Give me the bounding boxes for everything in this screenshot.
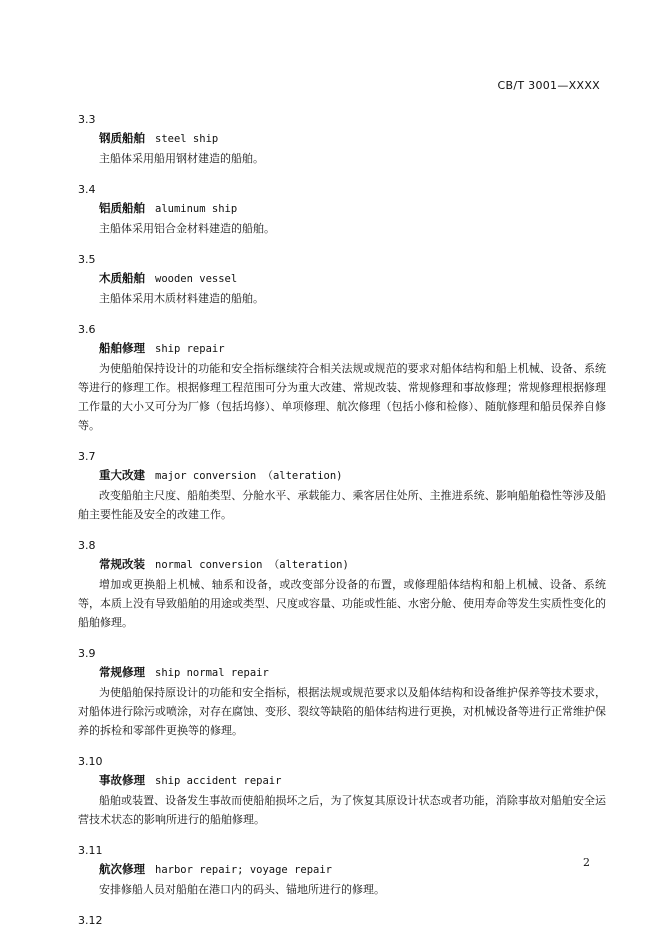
- term-chinese: 铝质船舶: [99, 201, 145, 215]
- term-chinese: 木质船舶: [99, 271, 145, 285]
- page-number: 2: [583, 856, 590, 869]
- term-english: wooden vessel: [155, 273, 238, 285]
- term-english: ship accident repair: [155, 775, 282, 787]
- term-definition: 为使船舶保持设计的功能和安全指标继续符合相关法规或规范的要求对船体结构和船上机械、设备、系统等进行的修理工作。根据修理工程范围可分为重大改建、常规改装、常规修理和事故修理；常规修理根据修理工作量的大小又可分为厂修（包括坞修）、单项修理、航次修理（包括小修和检修）、随航修理和船员保养自修等。: [78, 362, 606, 432]
- clause-number: 3.5: [78, 253, 96, 266]
- term-definition: 主船体采用铝合金材料建造的船舶。: [99, 222, 275, 235]
- term-english: ship normal repair: [155, 667, 269, 679]
- clause-3-4: [78, 180, 606, 238]
- clause-3-8: [78, 536, 606, 632]
- clause-3-3: [78, 110, 606, 168]
- clause-number: 3.4: [78, 183, 96, 196]
- term-line: [78, 663, 606, 683]
- term-definition: 改变船舶主尺度、船舶类型、分舱水平、承载能力、乘客居住处所、主推进系统、影响船舶稳性等涉及船舶主要性能及安全的改建工作。: [78, 489, 606, 521]
- clause-number: 3.12: [78, 914, 103, 927]
- clause-3-12: [78, 911, 606, 930]
- term-english: ship repair: [155, 343, 225, 355]
- term-line: [78, 860, 606, 880]
- term-line: [78, 466, 606, 486]
- terms-content: [78, 110, 606, 942]
- term-definition: 安排修船人员对船舶在港口内的码头、锚地所进行的修理。: [99, 883, 385, 896]
- term-chinese: 常规修理: [99, 665, 145, 679]
- term-definition: 为使船舶保持原设计的功能和安全指标，根据法规或规范要求以及船体结构和设备维护保养等技术要求，对船体进行除污或喷涂，对存在腐蚀、变形、裂纹等缺陷的船体结构进行更换，对机械设备等进行正常维护保养的拆检和零部件更换等的修理。: [78, 686, 606, 737]
- clause-number: 3.7: [78, 450, 96, 463]
- term-chinese: 事故修理: [99, 773, 145, 787]
- term-english: harbor repair; voyage repair: [155, 864, 333, 876]
- term-chinese: 常规改装: [99, 557, 145, 571]
- clause-3-9: [78, 644, 606, 740]
- term-line: [78, 555, 606, 575]
- clause-3-6: [78, 320, 606, 435]
- clause-number: 3.6: [78, 323, 96, 336]
- term-english: aluminum ship: [155, 203, 238, 215]
- term-line: [78, 199, 606, 219]
- term-definition: 增加或更换船上机械、轴系和设备，或改变部分设备的布置，或修理船体结构和船上机械、设备、系统等，本质上没有导致船舶的用途或类型、尺度或容量、功能或性能、水密分舱、使用寿命等发生实质性变化的船舶修理。: [78, 578, 606, 629]
- term-definition: 主船体采用木质材料建造的船舶。: [99, 292, 264, 305]
- term-definition: 船舶或装置、设备发生事故而使船舶损坏之后，为了恢复其原设计状态或者功能，消除事故对船舶安全运营技术状态的影响所进行的船舶修理。: [78, 794, 606, 826]
- term-english: major conversion （alteration): [155, 470, 343, 482]
- term-english: normal conversion （alteration): [155, 559, 349, 571]
- clause-number: 3.10: [78, 755, 103, 768]
- clause-3-7: [78, 447, 606, 524]
- term-definition: 主船体采用船用钢材建造的船舶。: [99, 152, 264, 165]
- term-line: [78, 269, 606, 289]
- term-chinese: 钢质船舶: [99, 131, 145, 145]
- clause-3-10: [78, 752, 606, 829]
- term-chinese: 船舶修理: [99, 341, 145, 355]
- standard-number: CB/T 3001—XXXX: [497, 79, 600, 92]
- term-english: steel ship: [155, 133, 219, 145]
- clause-3-11: [78, 841, 606, 899]
- clause-number: 3.3: [78, 113, 96, 126]
- clause-number: 3.8: [78, 539, 96, 552]
- term-line: [78, 129, 606, 149]
- term-line: [78, 771, 606, 791]
- clause-number: 3.9: [78, 647, 96, 660]
- term-chinese: 重大改建: [99, 468, 145, 482]
- term-chinese: 航次修理: [99, 862, 145, 876]
- clause-3-5: [78, 250, 606, 308]
- clause-number: 3.11: [78, 844, 103, 857]
- term-line: [78, 339, 606, 359]
